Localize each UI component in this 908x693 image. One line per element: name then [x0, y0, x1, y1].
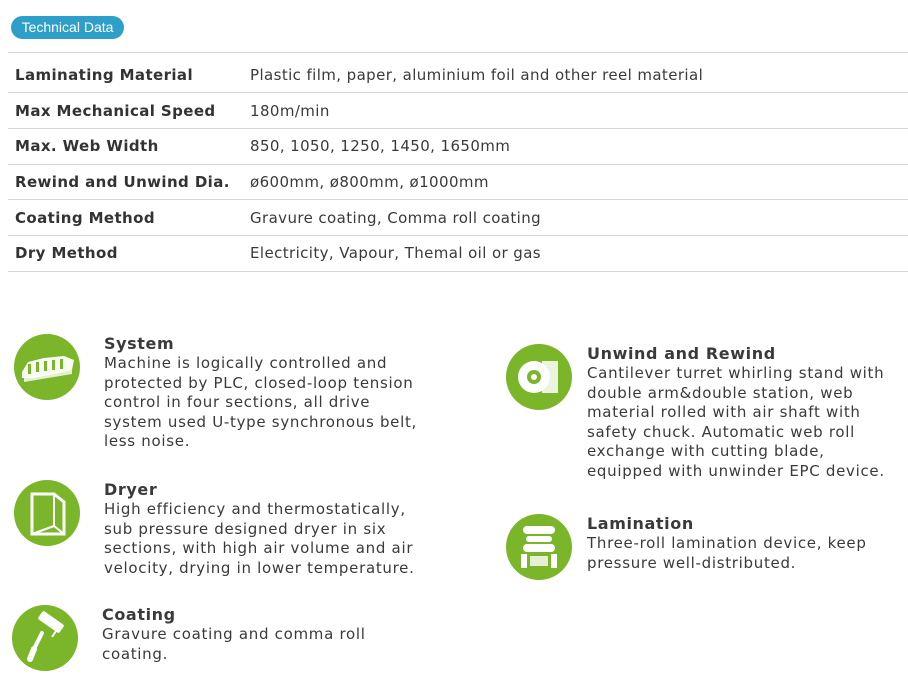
- feature-description: Gravure coating and comma roll coating.: [102, 625, 366, 663]
- system-icon-badge: [14, 334, 80, 400]
- feature-unwind-rewind: [506, 344, 906, 484]
- film-roll-icon: [506, 344, 572, 410]
- table-row: [8, 235, 908, 271]
- spec-label: Laminating Material: [8, 57, 250, 93]
- spec-label: Max Mechanical Speed: [8, 93, 250, 129]
- feature-coating: [12, 605, 432, 675]
- feature-dryer: [14, 480, 434, 580]
- table-top-divider: [8, 52, 908, 53]
- feature-title: Dryer: [104, 480, 158, 499]
- paint-roller-icon: [12, 605, 78, 671]
- feature-title: System: [104, 334, 175, 353]
- technical-data-table: [8, 57, 908, 272]
- table-row: [8, 128, 908, 164]
- coating-icon-badge: [12, 605, 78, 671]
- spec-label: Coating Method: [8, 200, 250, 236]
- spec-value: Plastic film, paper, aluminium foil and other reel material: [250, 57, 908, 93]
- table-row: [8, 200, 908, 236]
- spec-value: Electricity, Vapour, Themal oil or gas: [250, 235, 908, 271]
- spec-value: 180m/min: [250, 93, 908, 129]
- spec-value: Gravure coating, Comma roll coating: [250, 200, 908, 236]
- feature-description: Three-roll lamination device, keep pressure well-distributed.: [587, 534, 867, 572]
- feature-description: Machine is logically controlled and protected by PLC, closed-loop tension control in four sections, all drive system used U-type synchronous belt, less noise.: [104, 354, 418, 451]
- feature-title: Lamination: [587, 514, 694, 533]
- section-badge: Technical Data: [11, 16, 124, 39]
- spec-label: Dry Method: [8, 235, 250, 271]
- lamination-icon-badge: [506, 514, 572, 580]
- dryer-box-icon: [14, 480, 80, 546]
- dryer-icon-badge: [14, 480, 80, 546]
- table-row: [8, 164, 908, 200]
- feature-description: Cantilever turret whirling stand with double arm&double station, web material rolled with air shaft with safety chuck. Automatic web roll exchange with cutting blade, equipped with unwinder EPC device.: [587, 364, 885, 480]
- spec-value: ø600mm, ø800mm, ø1000mm: [250, 164, 908, 200]
- feature-description: High efficiency and thermostatically, sub pressure designed dryer in six sections, with high air volume and air velocity, drying in lower temperature.: [104, 500, 415, 577]
- feature-lamination: [506, 514, 906, 584]
- feature-title: Coating: [102, 605, 176, 624]
- spec-label: Max. Web Width: [8, 128, 250, 164]
- feature-system: [14, 334, 434, 454]
- feature-title: Unwind and Rewind: [587, 344, 776, 363]
- lamination-rollers-icon: [506, 514, 572, 580]
- spec-value: 850, 1050, 1250, 1450, 1650mm: [250, 128, 908, 164]
- unwind-rewind-icon-badge: [506, 344, 572, 410]
- spec-label: Rewind and Unwind Dia.: [8, 164, 250, 200]
- machine-icon: [14, 334, 80, 400]
- table-row: [8, 93, 908, 129]
- table-row: [8, 57, 908, 93]
